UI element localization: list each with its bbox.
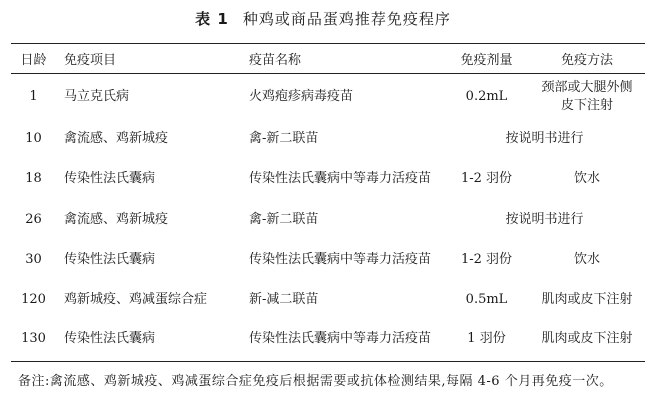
cell-vaccine: 禽-新二联苗 [249,130,319,146]
cell-item: 禽流感、鸡新城疫 [64,211,169,227]
header-item: 免疫项目 [64,53,117,68]
cell-day: 130 [21,330,46,346]
cell-item: 传染性法氏囊病 [64,171,156,186]
cell-vaccine: 火鸡疱疹病毒疫苗 [249,89,354,105]
table-row [11,202,645,238]
table-row [11,238,645,283]
header-method: 免疫方法 [560,53,613,68]
cell-dose: 0.2mL [465,89,508,105]
header-dose: 免疫剂量 [460,53,513,68]
cell-day: 120 [21,291,46,307]
table-row [11,283,645,317]
cell-vaccine: 传染性法氏囊病中等毒力活疫苗 [249,330,432,346]
cell-dose-method: 按说明书进行 [505,130,584,146]
cell-day: 26 [25,211,42,227]
cell-vaccine: 传染性法氏囊病中等毒力活疫苗 [249,171,432,186]
cell-method: 饮水 [573,171,600,186]
cell-vaccine: 新-减二联苗 [249,291,319,307]
header-day: 日龄 [20,53,47,68]
cell-item: 传染性法氏囊病 [64,330,156,346]
cell-dose: 1 羽份 [467,330,506,346]
table-row [11,317,645,362]
cell-method: 颈部或大腿外侧皮下注射 [541,80,633,114]
table-row [11,121,645,157]
table-row [11,157,645,202]
table-label: 表 1 [195,10,229,28]
header-vaccine: 疫苗名称 [249,53,302,68]
cell-day: 30 [25,252,42,267]
cell-dose: 1-2 羽份 [460,171,513,186]
header-row [11,44,645,74]
table-caption [0,8,646,29]
cell-item: 传染性法氏囊病 [64,252,156,267]
cell-dose-method: 按说明书进行 [505,211,584,227]
cell-day: 1 [29,89,38,105]
cell-method: 肌肉或皮下注射 [541,330,633,346]
table-row [11,74,645,121]
cell-item: 马立克氏病 [64,89,130,105]
table-title: 种鸡或商品蛋鸡推荐免疫程序 [242,10,451,28]
cell-item: 鸡新城疫、鸡减蛋综合症 [64,291,208,307]
cell-method: 肌肉或皮下注射 [541,291,633,307]
cell-dose: 1-2 羽份 [460,252,513,267]
cell-vaccine: 禽-新二联苗 [249,211,319,227]
table-note: 备注:禽流感、鸡新城疫、鸡减蛋综合症免疫后根据需要或抗体检测结果,每隔 4-6 个月再免疫一次。 [18,374,613,389]
cell-day: 18 [25,171,42,186]
immunization-table [11,43,645,362]
cell-method: 饮水 [573,252,600,267]
cell-day: 10 [25,130,42,146]
cell-vaccine: 传染性法氏囊病中等毒力活疫苗 [249,252,432,267]
cell-item: 禽流感、鸡新城疫 [64,130,169,146]
cell-dose: 0.5mL [465,291,508,307]
